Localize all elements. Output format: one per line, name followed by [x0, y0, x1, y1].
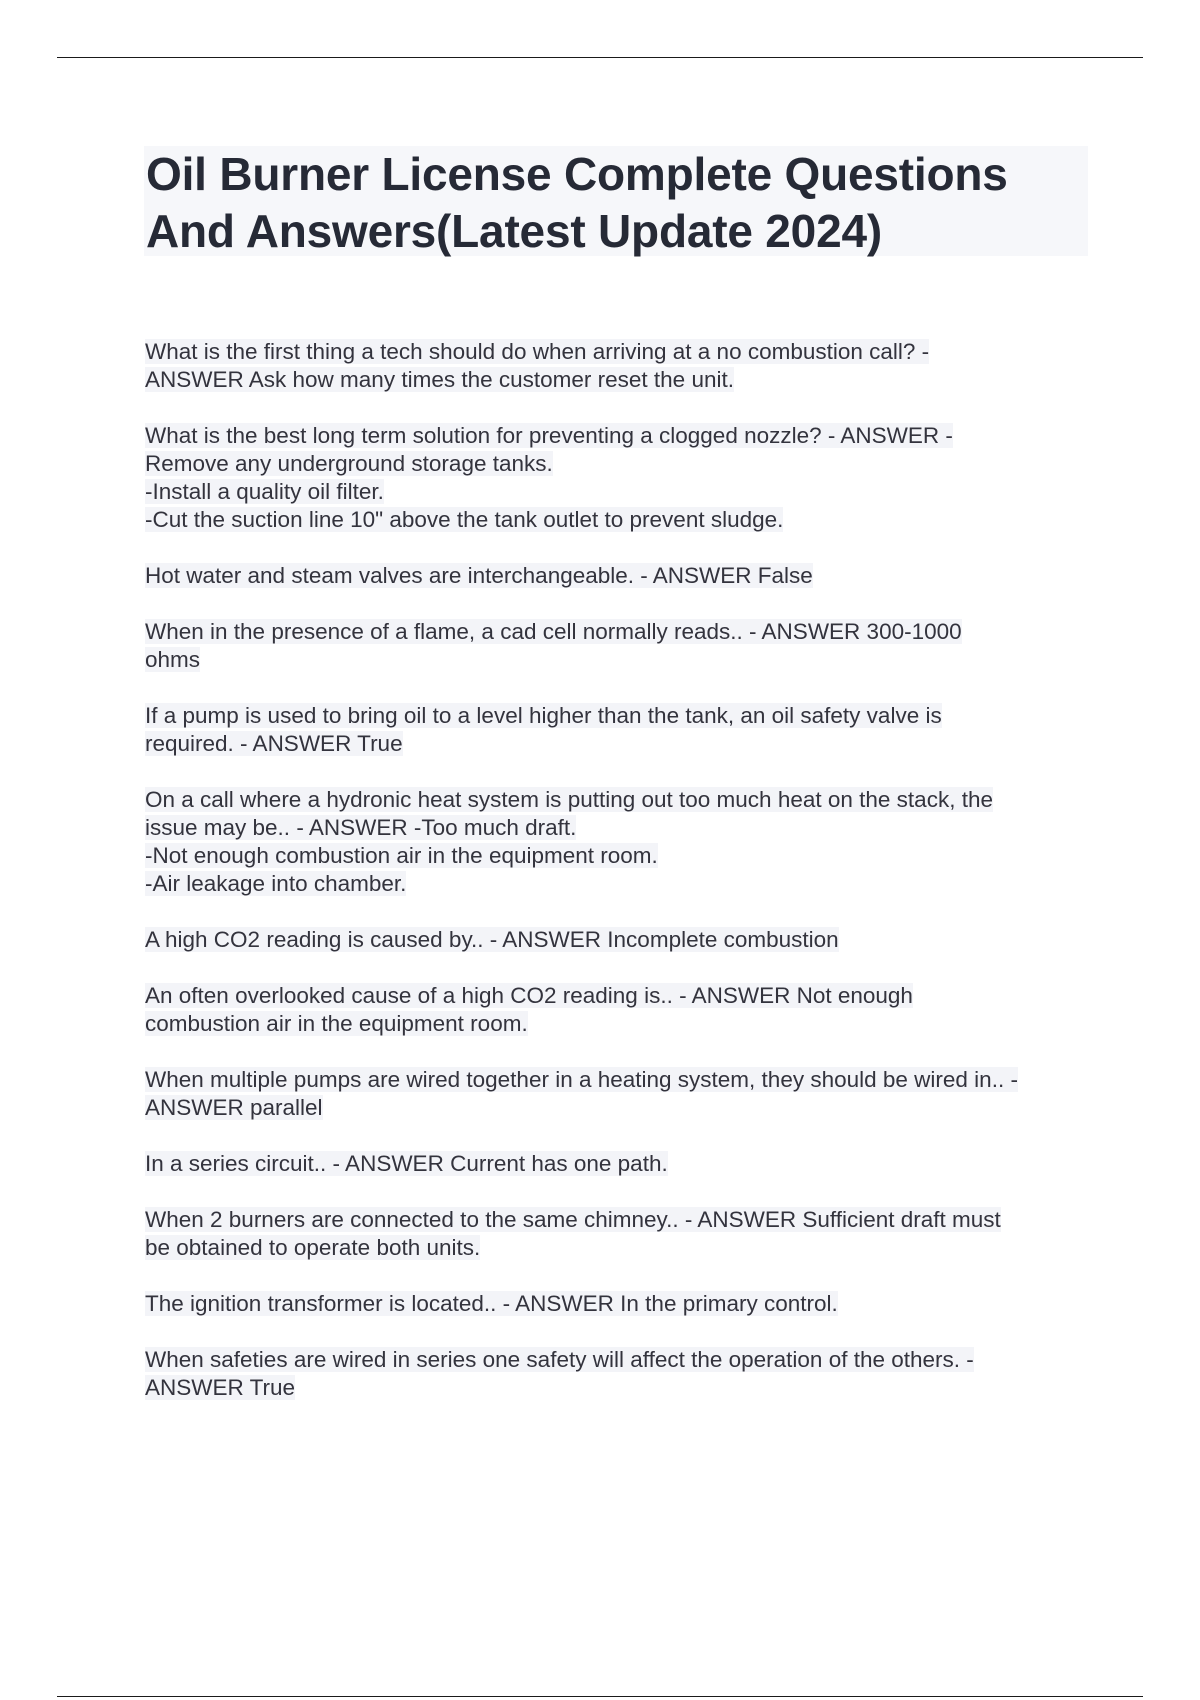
qa-line [145, 366, 1105, 394]
qa-text: When safeties are wired in series one safety will affect the operation of the others. - [145, 1347, 974, 1372]
qa-text: When in the presence of a flame, a cad cell normally reads.. - ANSWER 300-1000 [145, 619, 962, 644]
qa-text: The ignition transformer is located.. - ANSWER In the primary control. [145, 1291, 838, 1316]
qa-text: ANSWER Ask how many times the customer reset the unit. [145, 367, 734, 392]
qa-text: -Install a quality oil filter. [145, 479, 384, 504]
qa-line [145, 814, 1105, 842]
qa-text: be obtained to operate both units. [145, 1235, 481, 1260]
qa-line [145, 338, 1105, 366]
qa-item [145, 1290, 1105, 1318]
qa-text: What is the first thing a tech should do when arriving at a no combustion call? - [145, 339, 930, 364]
qa-item [145, 702, 1105, 758]
qa-line [145, 646, 1105, 674]
qa-text: ohms [145, 647, 201, 672]
qa-line [145, 870, 1105, 898]
qa-line [145, 1234, 1105, 1262]
qa-line [145, 506, 1105, 534]
title-line: And Answers(Latest Update 2024) [146, 205, 882, 257]
qa-item [145, 982, 1105, 1038]
qa-line [145, 618, 1105, 646]
qa-line [145, 1066, 1105, 1094]
qa-text: Remove any underground storage tanks. [145, 451, 553, 476]
qa-line [145, 730, 1105, 758]
qa-item [145, 618, 1105, 674]
qa-text: -Air leakage into chamber. [145, 871, 407, 896]
qa-line [145, 422, 1105, 450]
top-rule [57, 57, 1143, 58]
document-title [144, 146, 1088, 260]
qa-text: What is the best long term solution for preventing a clogged nozzle? - ANSWER - [145, 423, 953, 448]
qa-item [145, 1206, 1105, 1262]
qa-text: In a series circuit.. - ANSWER Current has one path. [145, 1151, 668, 1176]
qa-text: On a call where a hydronic heat system is putting out too much heat on the stack, the [145, 787, 993, 812]
qa-text: An often overlooked cause of a high CO2 reading is.. - ANSWER Not enough [145, 983, 913, 1008]
qa-line [145, 450, 1105, 478]
qa-item [145, 338, 1105, 394]
qa-line [145, 1290, 1105, 1318]
qa-text: When 2 burners are connected to the same chimney.. - ANSWER Sufficient draft must [145, 1207, 1001, 1232]
qa-line [145, 982, 1105, 1010]
qa-item [145, 786, 1105, 898]
qa-line [145, 478, 1105, 506]
qa-text: -Not enough combustion air in the equipment room. [145, 843, 658, 868]
qa-line [145, 1094, 1105, 1122]
qa-line [145, 702, 1105, 730]
qa-item [145, 1066, 1105, 1122]
qa-text: When multiple pumps are wired together in a heating system, they should be wired in.. - [145, 1067, 1018, 1092]
qa-text: -Cut the suction line 10" above the tank outlet to prevent sludge. [145, 507, 784, 532]
qa-text: Hot water and steam valves are interchangeable. - ANSWER False [145, 563, 813, 588]
qa-item [145, 422, 1105, 534]
qa-text: A high CO2 reading is caused by.. - ANSWER Incomplete combustion [145, 927, 839, 952]
qa-item [145, 562, 1105, 590]
qa-item [145, 1150, 1105, 1178]
qa-text: If a pump is used to bring oil to a level higher than the tank, an oil safety valve is [145, 703, 942, 728]
qa-line [145, 786, 1105, 814]
qa-line [145, 1206, 1105, 1234]
qa-line [145, 562, 1105, 590]
qa-line [145, 1374, 1105, 1402]
qa-text: combustion air in the equipment room. [145, 1011, 528, 1036]
qa-line [145, 926, 1105, 954]
bottom-rule [57, 1696, 1143, 1697]
qa-text: ANSWER True [145, 1375, 296, 1400]
qa-line [145, 842, 1105, 870]
qa-text: ANSWER parallel [145, 1095, 323, 1120]
qa-list [145, 338, 1105, 1430]
title-line: Oil Burner License Complete Questions [146, 148, 1008, 200]
title-block [144, 146, 1088, 256]
qa-line [145, 1150, 1105, 1178]
qa-text: required. - ANSWER True [145, 731, 403, 756]
qa-item [145, 926, 1105, 954]
qa-text: issue may be.. - ANSWER -Too much draft. [145, 815, 577, 840]
qa-line [145, 1346, 1105, 1374]
qa-line [145, 1010, 1105, 1038]
qa-item [145, 1346, 1105, 1402]
